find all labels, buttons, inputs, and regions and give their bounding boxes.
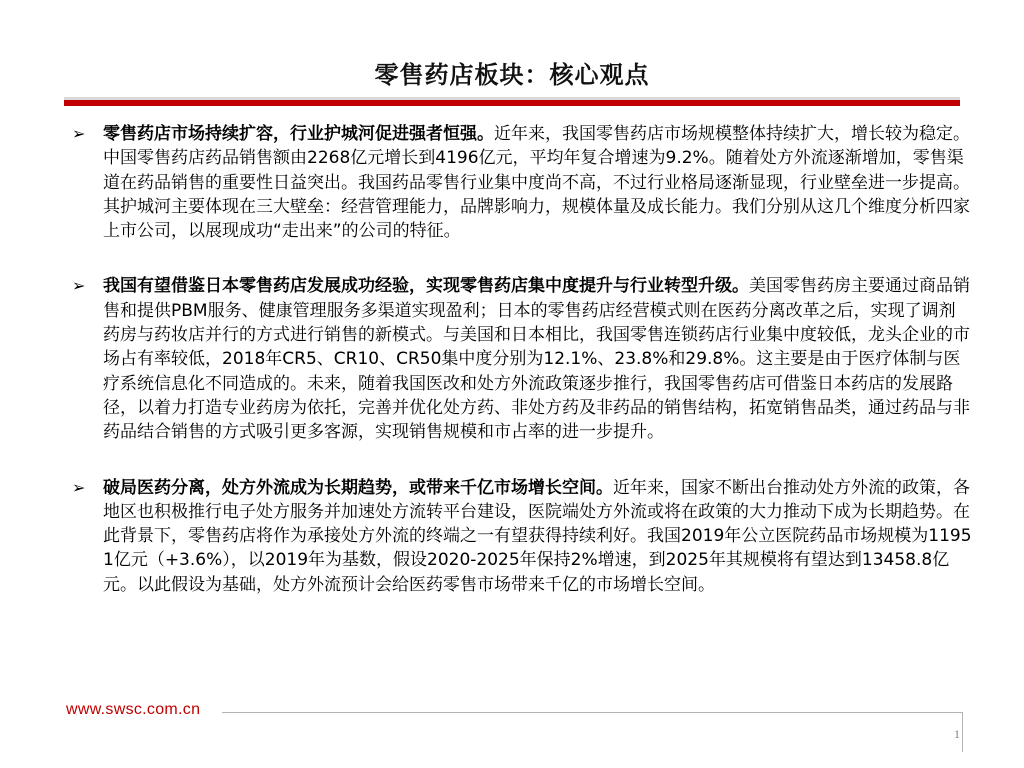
bullet-text [103, 122, 972, 243]
bullet-item-japan-experience [72, 274, 972, 444]
footer-corner-line [962, 712, 963, 752]
bullet-lead: 零售药店市场持续扩容，行业护城河促进强者恒强。 [103, 124, 494, 144]
bullet-lead: 我国有望借鉴日本零售药店发展成功经验，实现零售药店集中度提升与行业转型升级。 [103, 276, 749, 297]
title-underline [64, 97, 960, 107]
footer-website-link[interactable]: www.swsc.com.cn [66, 701, 201, 718]
footer-divider [222, 712, 962, 713]
arrow-bullet-icon: ➢ [72, 477, 86, 497]
bullet-body: 近年来，我国零售药店市场规模整体持续扩大，增长较为稳定。中国零售药店药品销售额由2268亿元增长到4196亿元，平均年复合增速为9.2%。随着处方外流逐渐增加，零售渠道在药品销售的重要性日益突出。我国药品零售行业集中度尚不高，不过行业格局逐渐显现，行业壁垒进一步提高。其护城河主要体现在三大壁垒：经营管理能力，品牌影响力，规模体量及成长能力。我们分别从这几个维度分析四家上市公司，以展现成功“走出来”的公司的特征。 [103, 124, 970, 242]
bullet-list [72, 122, 972, 597]
bullet-text [103, 476, 972, 597]
bullet-item-market-expansion [72, 122, 972, 243]
title-underline-red-band [64, 100, 960, 106]
bullet-lead: 破局医药分离，处方外流成为长期趋势，或带来千亿市场增长空间。 [103, 477, 613, 498]
bullet-body: 近年来，国家不断出台推动处方外流的政策，各地区也积极推行电子处方服务并加速处方流转平台建设，医院端处方外流或将在政策的大力推动下成为长期趋势。在此背景下，零售药店将作为承接处方外流的终端之一有望获得持续利好。我国2019年公立医院药品市场规模为11951亿元（+3.6%），以2019年为基数，假设2020-2025年保持2%增速，到2025年其规模将有望达到13458.8亿元。以此假设为基础，处方外流预计会给医药零售市场带来千亿的市场增长空间。 [103, 477, 972, 595]
bullet-body: 美国零售药房主要通过商品销售和提供PBM服务、健康管理服务多渠道实现盈利；日本的零售药店经营模式则在医药分离改革之后，实现了调剂药房与药妆店并行的方式进行销售的新模式。与美国和日本相比，我国零售连锁药店行业集中度较低，龙头企业的市场占有率较低，2018年CR5、CR10、CR50集中度分别为12.1%、23.8%和29.8%。这主要是由于医疗体制与医疗系统信息化不同造成的。未来，随着我国医改和处方外流政策逐步推行，我国零售药店可借鉴日本药店的发展路径，以着力打造专业药房为依托，完善并优化处方药、非处方药及非药品的销售结构，拓宽销售品类，通过药品与非药品结合销售的方式吸引更多客源，实现销售规模和市占率的进一步提升。 [103, 276, 970, 443]
bullet-text [103, 274, 972, 444]
slide-title: 零售药店板块：核心观点 [374, 61, 650, 89]
arrow-bullet-icon: ➢ [72, 124, 86, 143]
bullet-item-prescription-outflow [72, 476, 972, 597]
arrow-bullet-icon: ➢ [72, 276, 86, 296]
page-number: 1 [954, 727, 960, 741]
